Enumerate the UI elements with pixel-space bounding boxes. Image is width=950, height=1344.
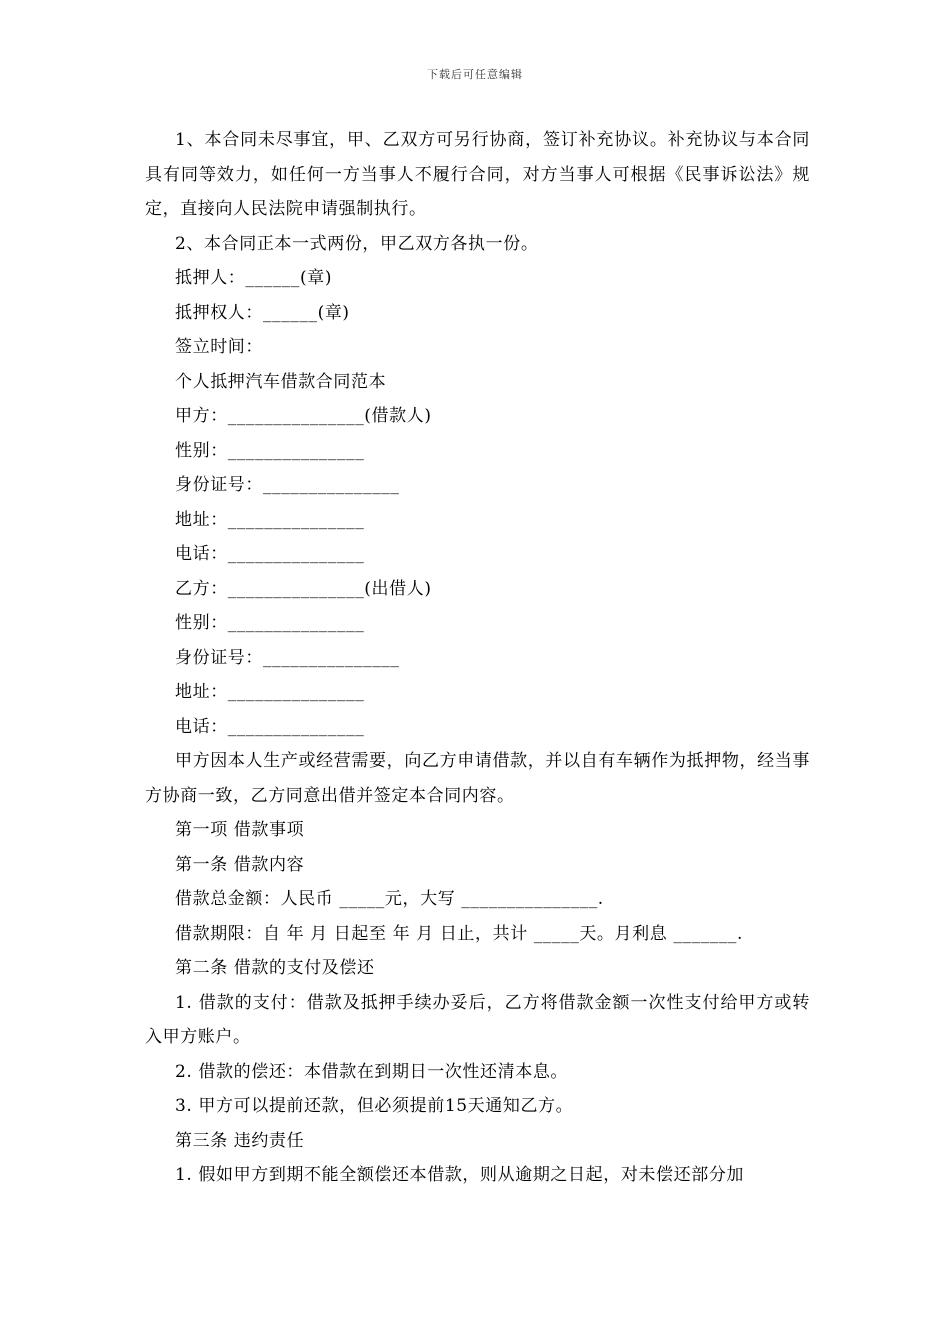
party-b-phone-line: 电话：_______________ xyxy=(175,716,365,737)
party-a-line: 甲方：_______________(借款人) xyxy=(175,406,432,426)
party-b-gender-line: 性别：_______________ xyxy=(175,613,365,633)
party-a-id-line: 身份证号：_______________ xyxy=(175,475,400,495)
party-b-address-line: 地址：_______________ xyxy=(175,682,365,702)
document-body xyxy=(145,123,810,1193)
clause-early-repayment: 3. 甲方可以提前还款，但必须提前15天通知乙方。 xyxy=(175,1096,574,1116)
section-heading-loan-matters: 第一项 借款事项 xyxy=(175,820,305,840)
page-header: 下载后可任意编辑 xyxy=(427,68,523,81)
article-heading-loan-content: 第一条 借款内容 xyxy=(175,854,305,875)
document-title: 个人抵押汽车借款合同范本 xyxy=(175,371,387,392)
party-b-id-line: 身份证号：_______________ xyxy=(175,647,400,668)
clause-overdue: 1. 假如甲方到期不能全额偿还本借款，则从逾期之日起，对未偿还部分加 xyxy=(175,1165,745,1185)
paragraph-purpose: 甲方因本人生产或经营需要，向乙方申请借款，并以自有车辆作为抵押物，经当事方协商一致，乙方同意出借并签定本合同内容。 xyxy=(145,751,810,806)
loan-amount-line: 借款总金额：人民币 _____元，大写 _______________. xyxy=(175,889,604,909)
mortgagee-signature-line: 抵押权人：______(章) xyxy=(175,302,350,323)
article-heading-liability: 第三条 违约责任 xyxy=(175,1130,305,1151)
article-heading-payment: 第二条 借款的支付及偿还 xyxy=(175,958,375,978)
loan-term-line: 借款期限：自 年 月 日起至 年 月 日止，共计 _____天。月利息 _______. xyxy=(175,923,744,944)
party-a-phone-line: 电话：_______________ xyxy=(175,544,365,564)
party-b-line: 乙方：_______________(出借人) xyxy=(175,578,432,599)
clause-loan-repayment: 2. 借款的偿还：本借款在到期日一次性还清本息。 xyxy=(175,1061,569,1082)
clause-loan-payment: 1. 借款的支付：借款及抵押手续办妥后，乙方将借款金额一次性支付给甲方或转入甲方账户。 xyxy=(145,992,810,1047)
mortgagor-signature-line: 抵押人：______(章) xyxy=(175,268,333,288)
party-a-gender-line: 性别：_______________ xyxy=(175,440,365,461)
party-a-address-line: 地址：_______________ xyxy=(175,509,365,530)
paragraph-supplementary-agreement: 1、本合同未尽事宜，甲、乙双方可另行协商，签订补充协议。补充协议与本合同具有同等效力，如任何一方当事人不履行合同，对方当事人可根据《民事诉讼法》规定，直接向人民法院申请强制执行。 xyxy=(145,130,810,219)
paragraph-copies: 2、本合同正本一式两份，甲乙双方各执一份。 xyxy=(175,233,539,254)
signing-date-line: 签立时间： xyxy=(175,337,263,357)
